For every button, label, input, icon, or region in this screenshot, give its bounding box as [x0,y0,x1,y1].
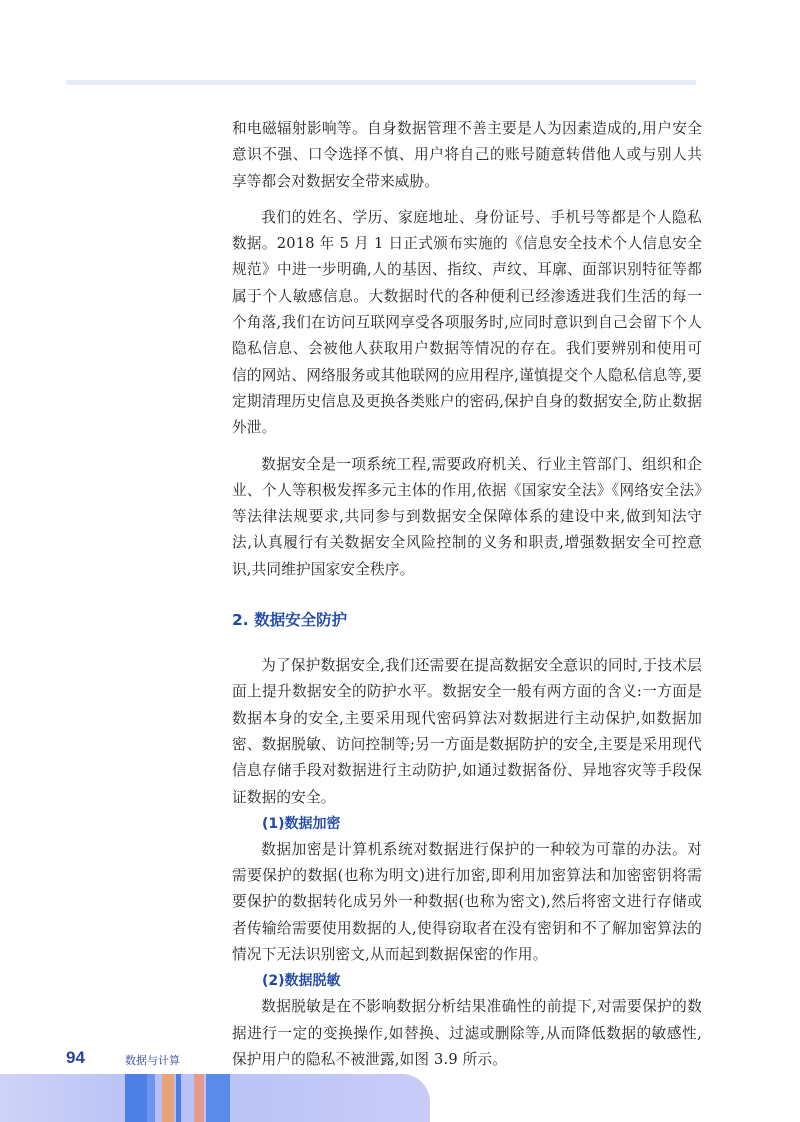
page-number: 94 [66,1048,85,1067]
paragraph-personal-privacy: 我们的姓名、学历、家庭地址、身份证号、手机号等都是个人隐私数据。2018 年 5 月 1 日正式颁布实施的《信息安全技术个人信息安全规范》中进一步明确,人的基因、指纹、声纹、耳廓、面部识别特征等都属于个人敏感信息。大数据时代的各种便利已经渗透进我们生活的每一个角落,我们在访问互联网享受各项服务时,应同时意识到自己会留下个人隐私信息、会被他人获取用户数据等情况的存在。我们要辨别和使用可信的网站、网络服务或其他联网的应用程序,谨慎提交个人隐私信息等,要定期清理历史信息及更换各类账户的密码,保护自身的数据安全,防止数据外泄。 [232,208,702,437]
paragraph-system-engineering: 数据安全是一项系统工程,需要政府机关、行业主管部门、组织和企业、个人等积极发挥多元主体的作用,依据《国家安全法》《网络安全法》等法律法规要求,共同参与到数据安全保障体系的建设中来,做到知法守法,认真履行有关数据安全风险控制的义务和职责,增强数据安全可控意识,共同维护国家安全秩序。 [232,455,702,578]
paragraph-section-intro: 为了保护数据安全,我们还需要在提高数据安全意识的同时,于技术层面上提升数据安全的防护水平。数据安全一般有两方面的含义:一方面是数据本身的安全,主要采用现代密码算法对数据进行主动保护,如数据加密、数据脱敏、访问控制等;另一方面是数据防护的安全,主要是采用现代信息存储手段对数据进行主动防护,如通过数据备份、异地容灾等手段保证数据的安全。 [232,657,702,806]
footer-stripe [206,1074,230,1122]
header-rule [66,80,696,85]
footer-stripe [194,1074,204,1122]
page-body [232,116,702,1073]
footer-stripe [125,1074,147,1122]
paragraph-encryption: 数据加密是计算机系统对数据进行保护的一种较为可靠的办法。对需要保护的数据(也称为明文)进行加密,即利用加密算法和加密密钥将需要保护的数据转化成另外一种数据(也称为密文),然后将密文进行存储或者传输给需要使用数据的人,使得窃取者在没有密钥和不了解加密算法的情况下无法识别密文,从而起到数据保密的作用。 [232,840,702,964]
footer-stripe [162,1074,174,1122]
footer-band [0,1074,430,1122]
section-heading: 2. 数据安全防护 [232,611,348,630]
sub-heading-desensitization: (2)数据脱敏 [262,973,341,990]
footer-stripe [147,1074,155,1122]
sub-heading-encryption: (1)数据加密 [262,815,341,832]
book-title: 数据与计算 [125,1054,180,1067]
paragraph-desensitization: 数据脱敏是在不影响数据分析结果准确性的前提下,对需要保护的数据进行一定的变换操作,如替换、过滤或删除等,从而降低数据的敏感性,保护用户的隐私不被泄露,如图 3.9 所示。 [232,998,702,1068]
paragraph-continued: 和电磁辐射影响等。自身数据管理不善主要是人为因素造成的,用户安全意识不强、口令选择不慎、用户将自己的账号随意转借他人或与别人共享等都会对数据安全带来威胁。 [232,120,702,190]
footer-stripe [176,1074,181,1122]
